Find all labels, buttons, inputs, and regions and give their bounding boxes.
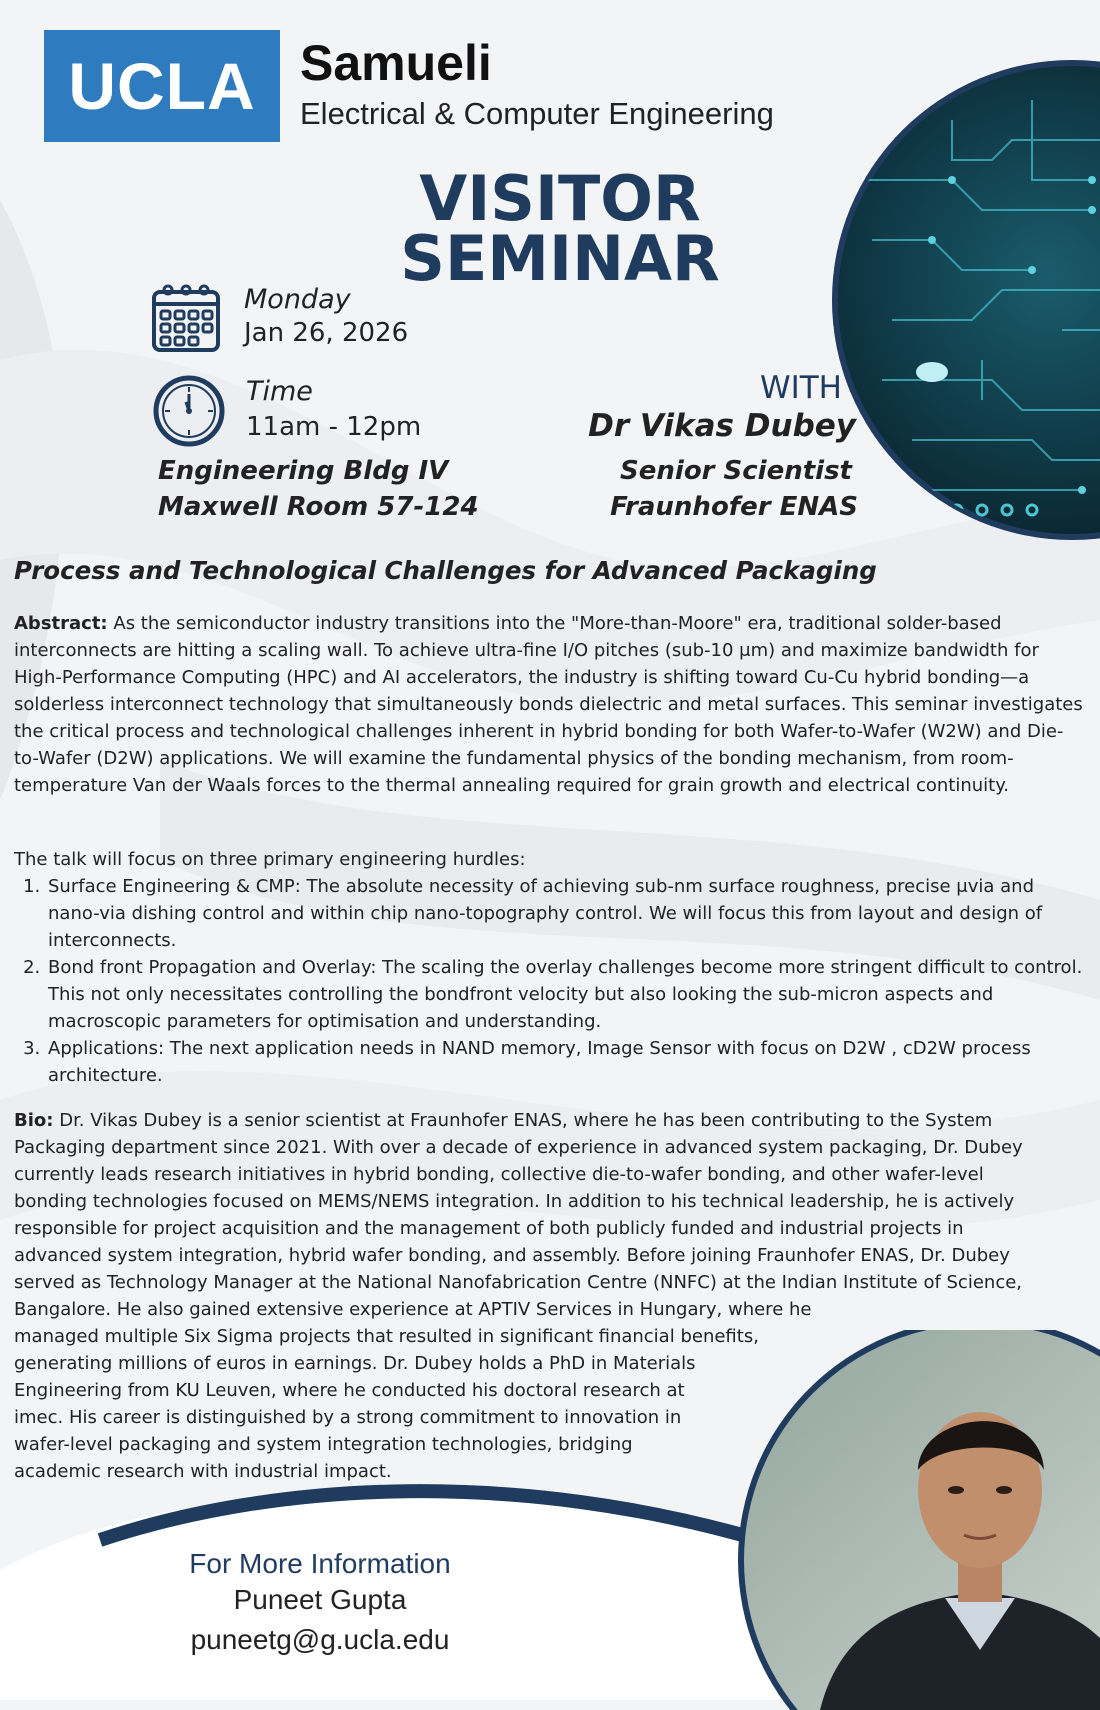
focus-section <box>14 846 1084 1089</box>
abstract-text: As the semiconductor industry transitions into the "More-than-Moore" era, traditional solder-based interconnects are hitting a scaling wall. To achieve ultra-fine I/O pitches (sub-10 μm) and maximize bandwidth for High-Performance Computing (HPC) and AI accelerators, the industry is shifting toward Cu-Cu hybrid bonding—a solderless interconnect technology that simultaneously bonds dielectric and metal surfaces. This seminar investigates the critical process and technological challenges inherent in hybrid bonding for both Wafer-to-Wafer (W2W) and Die-to-Wafer (D2W) applications. We will examine the fundamental physics of the bonding mechanism, from room-temperature Van der Waals forces to the thermal annealing required for grain growth and electrical continuity. <box>14 613 1083 796</box>
title-seminar: SEMINAR <box>400 222 720 295</box>
list-item: 1. Surface Engineering & CMP: The absolute necessity of achieving sub-nm surface roughness, precise μvia and nano-via dishing control and within chip nano-topography control. We will focus this from layout and design of interconnects. <box>46 873 1084 954</box>
bio-line: managed multiple Six Sigma projects that resulted in significant financial benefits, <box>14 1326 759 1347</box>
abstract-label: Abstract: <box>14 613 108 634</box>
speaker-organization: Fraunhofer ENAS <box>610 492 858 522</box>
clock-icon <box>152 374 226 448</box>
calendar-icon <box>150 282 224 356</box>
contact-email-link[interactable]: puneetg@g.ucla.edu <box>190 1624 450 1655</box>
ucla-logo <box>44 30 280 142</box>
bio-line: served as Technology Manager at the National Nanofabrication Centre (NNFC) at the Indian Institute of Science, <box>14 1272 1023 1293</box>
speaker-name: Dr Vikas Dubey <box>588 408 856 444</box>
bio-line: academic research with industrial impact. <box>14 1461 392 1482</box>
event-time-label: Time <box>246 376 313 407</box>
list-item: 2. Bond front Propagation and Overlay: The scaling the overlay challenges become more stringent difficult to control. This not only necessitates controlling the bondfront velocity but also looking the sub-micron aspects and macroscopic parameters for optimisation and understanding. <box>46 954 1084 1035</box>
list-item: 3. Applications: The next application needs in NAND memory, Image Sensor with focus on D2W , cD2W process architecture. <box>46 1035 1084 1089</box>
talk-title: Process and Technological Challenges for Advanced Packaging <box>14 556 877 585</box>
with-label: WITH <box>759 370 842 406</box>
bio-line: generating millions of euros in earnings. Dr. Dubey holds a PhD in Materials <box>14 1353 696 1374</box>
bio-line: Packaging department since 2021. With over a decade of experience in advanced system packaging, Dr. Dubey <box>14 1137 1023 1158</box>
bio-line: currently leads research initiatives in hybrid bonding, collective die-to-wafer bonding, and other wafer-level <box>14 1164 984 1185</box>
bio-line: imec. His career is distinguished by a strong commitment to innovation in <box>14 1407 682 1428</box>
event-day: Monday <box>244 284 351 315</box>
bio-line: wafer-level packaging and system integration technologies, bridging <box>14 1434 633 1455</box>
abstract-paragraph <box>14 610 1084 799</box>
bio-label: Bio: <box>14 1110 54 1131</box>
bio-line: advanced system integration, hybrid wafer bonding, and assembly. Before joining Fraunhofer ENAS, Dr. Dubey <box>14 1245 1010 1266</box>
focus-intro: The talk will focus on three primary engineering hurdles: <box>14 849 526 870</box>
contact-name: Puneet Gupta <box>233 1584 407 1615</box>
bio-line: Engineering from KU Leuven, where he conducted his doctoral research at <box>14 1380 685 1401</box>
ucla-logo-text: UCLA <box>68 49 256 123</box>
bio-line: bonding technologies focused on MEMS/NEMS integration. In addition to his technical leadership, he is actively <box>14 1191 1015 1212</box>
speaker-role: Senior Scientist <box>620 456 852 486</box>
bio-paragraph <box>14 1107 1084 1485</box>
event-date: Jan 26, 2026 <box>244 318 409 348</box>
event-time: 11am - 12pm <box>246 412 422 442</box>
department-name: Electrical & Computer Engineering <box>300 96 774 131</box>
contact-heading: For More Information <box>189 1548 451 1579</box>
bio-line: Bangalore. He also gained extensive experience at APTIV Services in Hungary, where he <box>14 1299 812 1320</box>
circuit-board-image <box>832 60 1100 540</box>
bio-line <box>14 1107 1084 1134</box>
bio-line-text: Dr. Vikas Dubey is a senior scientist at Fraunhofer ENAS, where he has been contributing to the System <box>59 1110 993 1131</box>
event-building: Engineering Bldg IV <box>158 456 449 486</box>
school-name: Samueli <box>300 35 492 91</box>
bio-line: responsible for project acquisition and the management of both publicly funded and industrial projects in <box>14 1218 964 1239</box>
event-room: Maxwell Room 57-124 <box>158 492 479 522</box>
hurdles-list <box>14 873 1084 1089</box>
title-visitor: VISITOR <box>419 162 701 235</box>
